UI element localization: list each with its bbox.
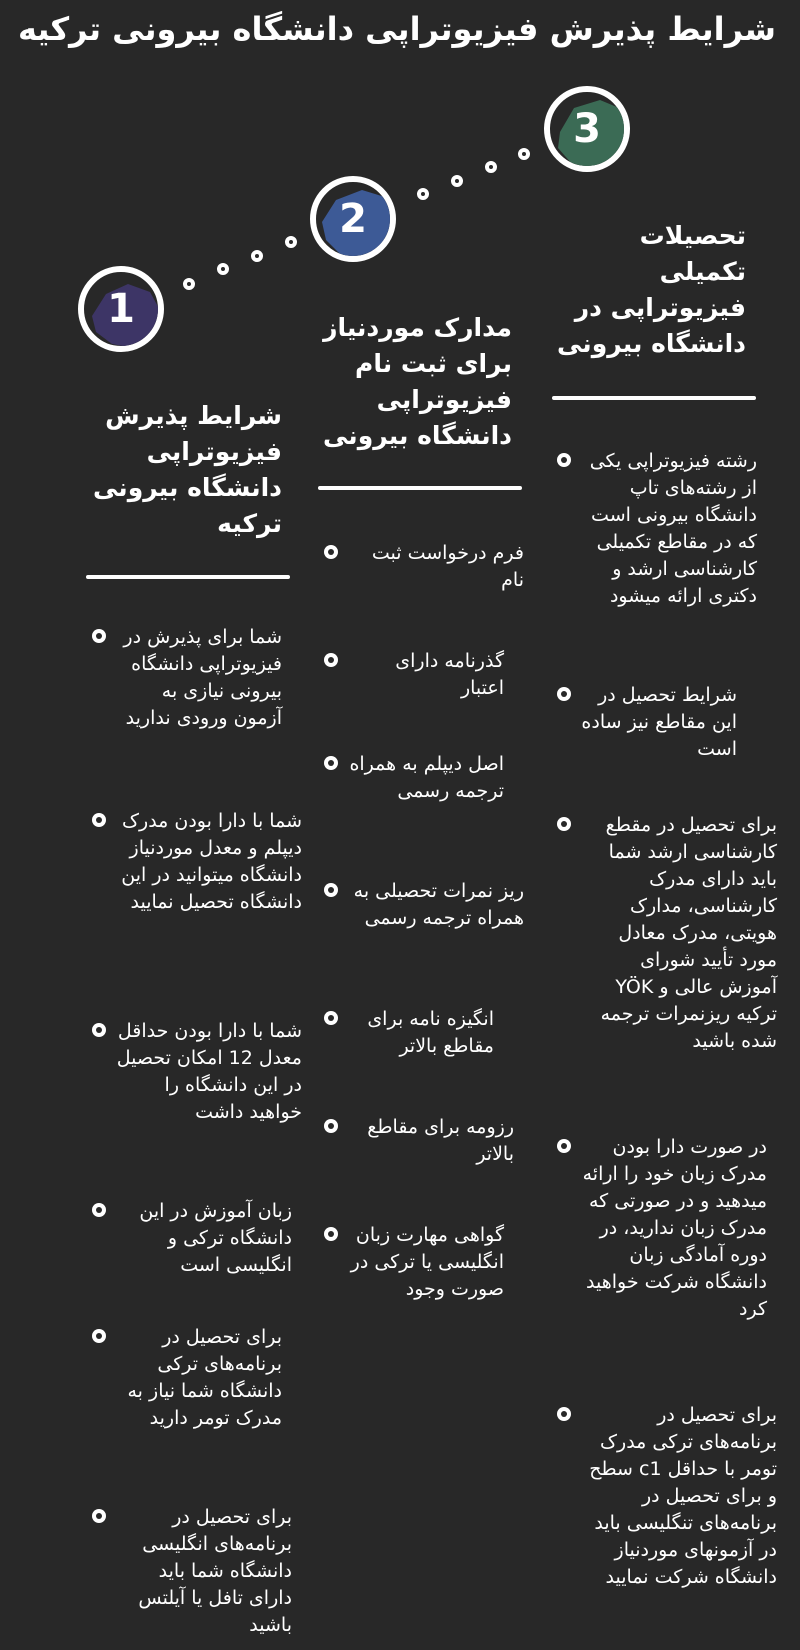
bullet-icon bbox=[557, 453, 571, 467]
bullet-icon bbox=[324, 653, 338, 667]
bullet-icon bbox=[92, 1023, 106, 1037]
column-1-divider bbox=[86, 575, 290, 579]
bullet-icon bbox=[557, 1407, 571, 1421]
step-2-circle bbox=[310, 176, 396, 262]
bullet-icon bbox=[324, 1119, 338, 1133]
bullet-icon bbox=[92, 1203, 106, 1217]
bullet-icon bbox=[92, 629, 106, 643]
column-2-title: مدارک موردنیاز برای ثبت نام فیزیوتراپی دانشگاه بیرونی bbox=[323, 313, 512, 450]
column-2-divider bbox=[318, 486, 522, 490]
page-title: شرایط پذیرش فیزیوتراپی دانشگاه بیرونی ترکیه bbox=[18, 10, 776, 48]
bullet-icon bbox=[324, 883, 338, 897]
step-3-number: 3 bbox=[573, 106, 601, 152]
column-3-title: تحصیلات تکمیلی فیزیوتراپی در دانشگاه بیرونی bbox=[557, 221, 746, 358]
bullet-icon bbox=[92, 1329, 106, 1343]
column-1-title: شرایط پذیرش فیزیوتراپی دانشگاه بیرونی ترکیه bbox=[93, 401, 282, 538]
bullet-icon bbox=[324, 1011, 338, 1025]
step-1-circle bbox=[78, 266, 164, 352]
step-2-number: 2 bbox=[339, 196, 367, 242]
bullet-icon bbox=[324, 756, 338, 770]
bullet-icon bbox=[557, 687, 571, 701]
bullet-icon bbox=[92, 1509, 106, 1523]
bullet-icon bbox=[92, 813, 106, 827]
bullet-icon bbox=[324, 1227, 338, 1241]
step-3-circle bbox=[544, 86, 630, 172]
column-3-divider bbox=[552, 396, 756, 400]
bullet-icon bbox=[324, 545, 338, 559]
step-1-number: 1 bbox=[107, 286, 135, 332]
bullet-icon bbox=[557, 1139, 571, 1153]
bullet-icon bbox=[557, 817, 571, 831]
